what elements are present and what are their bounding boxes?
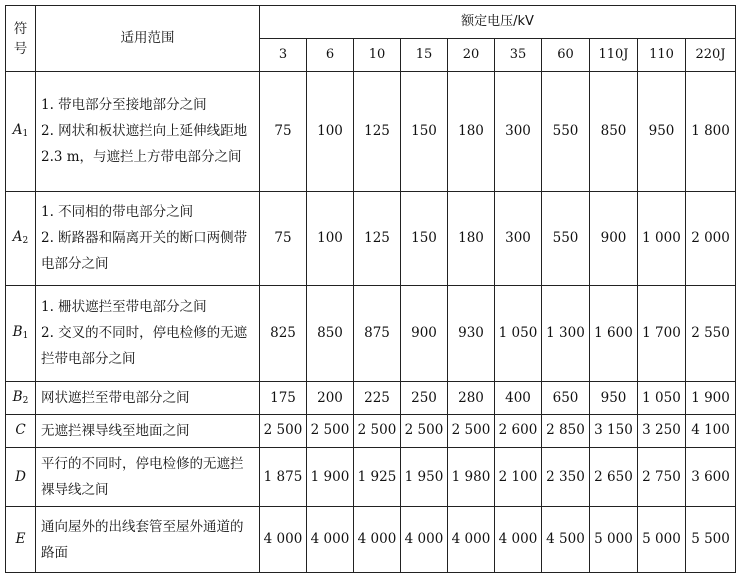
value-cell: 4 000 (401, 507, 448, 573)
value-cell: 550 (542, 72, 590, 192)
value-cell: 2 850 (542, 414, 590, 447)
value-cell: 1 050 (495, 285, 542, 382)
table-body (6, 72, 736, 573)
scope-item: 平行的不同时，停电检修的无遮拦裸导线之间 (41, 456, 244, 499)
value-cell: 4 500 (542, 507, 590, 573)
value-cell: 125 (354, 191, 401, 285)
value-cell: 2 600 (495, 414, 542, 447)
symbol-letter: $B_2$ (12, 388, 29, 406)
value-cell: 1 925 (354, 447, 401, 506)
table-row (6, 507, 736, 573)
voltage-header-cell: 3 (260, 39, 307, 72)
value-cell: 2 500 (260, 414, 307, 447)
symbol-letter: D (15, 468, 26, 485)
value-cell: 650 (542, 382, 590, 414)
value-cell: 875 (354, 285, 401, 382)
voltage-header-cell: 220J (686, 39, 736, 72)
scope-cell (36, 191, 260, 285)
symbol-cell (6, 72, 36, 192)
scope-item: 1. 栅状遮拦至带电部分之间 (41, 299, 207, 316)
voltage-header-cell: 110 (638, 39, 686, 72)
scope-cell (36, 414, 260, 447)
value-cell: 4 000 (354, 507, 401, 573)
value-cell: 2 500 (448, 414, 495, 447)
value-cell: 4 000 (307, 507, 354, 573)
value-cell: 280 (448, 382, 495, 414)
symbol-letter: $B_1$ (12, 324, 29, 342)
scope-cell (36, 72, 260, 192)
table-row (6, 414, 736, 447)
value-cell: 2 000 (686, 191, 736, 285)
value-cell: 1 600 (590, 285, 638, 382)
value-cell: 3 600 (686, 447, 736, 506)
value-cell: 1 300 (542, 285, 590, 382)
scope-item: 无遮拦裸导线至地面之间 (41, 422, 190, 439)
value-cell: 5 000 (590, 507, 638, 573)
scope-item: 通向屋外的出线套管至屋外通道的路面 (41, 518, 244, 561)
value-cell: 4 000 (448, 507, 495, 573)
table-row (6, 191, 736, 285)
value-cell: 100 (307, 72, 354, 192)
value-cell: 175 (260, 382, 307, 414)
value-cell: 300 (495, 72, 542, 192)
value-cell: 4 000 (495, 507, 542, 573)
value-cell: 900 (401, 285, 448, 382)
table-row (6, 72, 736, 192)
value-cell: 930 (448, 285, 495, 382)
value-cell: 5 500 (686, 507, 736, 573)
symbol-letter: $A_1$ (12, 122, 29, 140)
scope-cell (36, 507, 260, 573)
symbol-subscript: 2 (22, 236, 29, 247)
symbol-cell (6, 447, 36, 506)
value-cell: 100 (307, 191, 354, 285)
value-cell: 400 (495, 382, 542, 414)
value-cell: 2 650 (590, 447, 638, 506)
value-cell: 4 100 (686, 414, 736, 447)
value-cell: 3 250 (638, 414, 686, 447)
value-cell: 1 900 (307, 447, 354, 506)
value-cell: 2 500 (307, 414, 354, 447)
value-cell: 150 (401, 72, 448, 192)
value-cell: 75 (260, 191, 307, 285)
value-cell: 125 (354, 72, 401, 192)
symbol-cell (6, 414, 36, 447)
symbol-subscript: 2 (22, 395, 29, 406)
scope-item: 2. 断路器和隔离开关的断口两侧带电部分之间 (41, 230, 248, 273)
value-cell: 300 (495, 191, 542, 285)
voltage-header-cell: 60 (542, 39, 590, 72)
voltage-group-header: 额定电压/kV (260, 6, 736, 39)
value-cell: 3 150 (590, 414, 638, 447)
scope-item: 1. 带电部分至接地部分之间 (41, 97, 207, 114)
value-cell: 180 (448, 191, 495, 285)
scope-item: 网状遮拦至带电部分之间 (41, 390, 190, 407)
value-cell: 850 (307, 285, 354, 382)
value-cell: 2 750 (638, 447, 686, 506)
value-cell: 1 800 (686, 72, 736, 192)
value-cell: 1 875 (260, 447, 307, 506)
value-cell: 250 (401, 382, 448, 414)
value-cell: 550 (542, 191, 590, 285)
table-row (6, 382, 736, 414)
symbol-cell (6, 507, 36, 573)
header-row-top (6, 6, 736, 39)
value-cell: 1 700 (638, 285, 686, 382)
scope-header: 适用范围 (36, 6, 260, 72)
scope-cell (36, 285, 260, 382)
voltage-header-cell: 35 (495, 39, 542, 72)
symbol-header-text: 符号 (13, 20, 28, 57)
value-cell: 950 (638, 72, 686, 192)
clearance-table (5, 5, 736, 573)
voltage-header-cell: 10 (354, 39, 401, 72)
voltage-header-cell: 20 (448, 39, 495, 72)
table-row (6, 285, 736, 382)
value-cell: 2 100 (495, 447, 542, 506)
value-cell: 825 (260, 285, 307, 382)
value-cell: 850 (590, 72, 638, 192)
value-cell: 2 500 (354, 414, 401, 447)
value-cell: 180 (448, 72, 495, 192)
value-cell: 75 (260, 72, 307, 192)
table-row (6, 447, 736, 506)
scope-item: 2. 交叉的不同时，停电检修的无遮拦带电部分之间 (41, 325, 248, 368)
symbol-subscript: 1 (22, 129, 29, 140)
symbol-subscript: 1 (22, 331, 29, 342)
voltage-header-cell: 110J (590, 39, 638, 72)
symbol-letter: E (15, 531, 26, 548)
symbol-letter: C (15, 422, 26, 439)
scope-item: 1. 不同相的带电部分之间 (41, 204, 194, 221)
scope-cell (36, 447, 260, 506)
value-cell: 950 (590, 382, 638, 414)
symbol-cell (6, 191, 36, 285)
scope-item: 2. 网状和板状遮拦向上延伸线距地 2.3 m，与遮拦上方带电部分之间 (41, 123, 248, 166)
value-cell: 2 500 (401, 414, 448, 447)
value-cell: 1 950 (401, 447, 448, 506)
value-cell: 200 (307, 382, 354, 414)
voltage-header-cell: 6 (307, 39, 354, 72)
value-cell: 2 550 (686, 285, 736, 382)
value-cell: 1 050 (638, 382, 686, 414)
symbol-letter: $A_2$ (12, 229, 29, 247)
value-cell: 1 000 (638, 191, 686, 285)
value-cell: 150 (401, 191, 448, 285)
value-cell: 4 000 (260, 507, 307, 573)
symbol-cell (6, 285, 36, 382)
symbol-header (6, 6, 36, 72)
value-cell: 2 350 (542, 447, 590, 506)
value-cell: 1 980 (448, 447, 495, 506)
value-cell: 5 000 (638, 507, 686, 573)
value-cell: 1 900 (686, 382, 736, 414)
voltage-header-cell: 15 (401, 39, 448, 72)
value-cell: 900 (590, 191, 638, 285)
symbol-cell (6, 382, 36, 414)
scope-cell (36, 382, 260, 414)
value-cell: 225 (354, 382, 401, 414)
